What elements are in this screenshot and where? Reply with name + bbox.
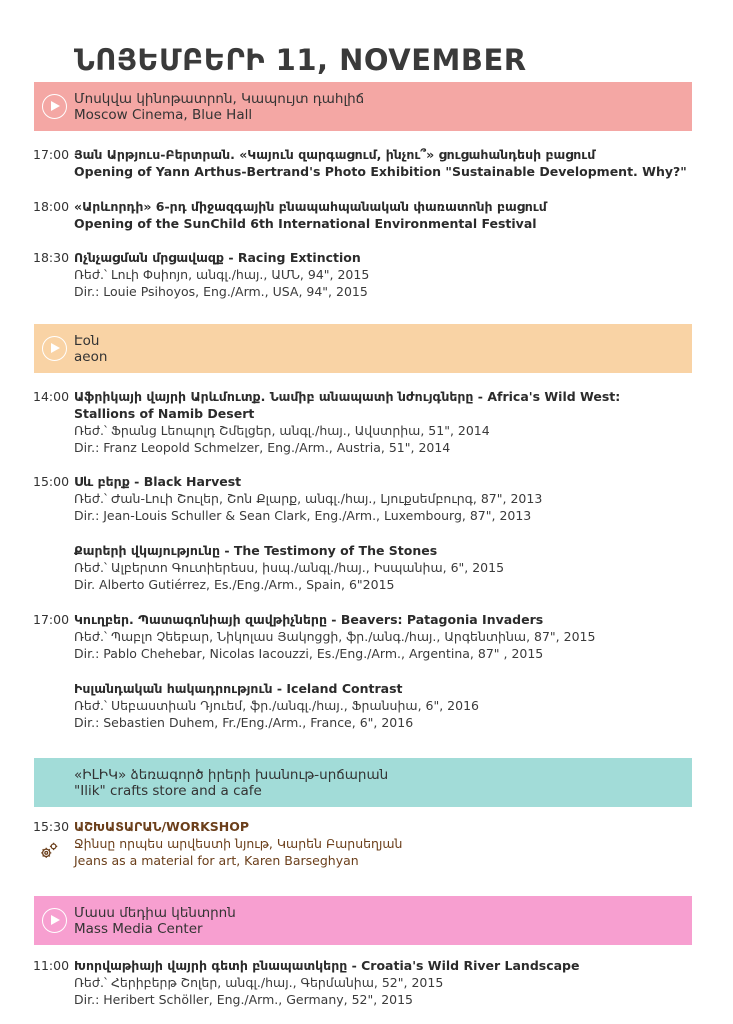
venue-name-armenian: Մասս մեդիա կենտրոն [74, 905, 236, 921]
event-time: 15:30 [33, 819, 70, 834]
event-director-english: Dir.: Sebastien Duhem, Fr./Eng./Arm., France, 6", 2016 [74, 715, 414, 730]
event-title: Սև բերք - Black Harvest [74, 474, 242, 489]
event-director-armenian: Ռեժ.՝ Պաբլո Չեեբար, Նիկոլաս Յակոցցի, ֆր./անգ./հայ., Արգենտինա, 87", 2015 [74, 629, 596, 644]
event-director-armenian: Ռեժ.՝ Սեբաստիան Դյուեմ, ֆր./անգլ./հայ., Ֆրանսիա, 6", 2016 [74, 698, 479, 713]
event-time: 11:00 [33, 958, 70, 973]
workshop-desc-armenian: Ջինսը որպես արվեստի նյութ, Կարեն Բարսեղյան [74, 836, 403, 851]
event-director-english: Dir.: Jean-Louis Schuller & Sean Clark, Eng./Arm., Luxembourg, 87", 2013 [74, 508, 532, 523]
venue-name-armenian: «ԻԼԻԿ» ձեռագործ իրերի խանութ-սրճարան [74, 767, 389, 783]
venue-name-armenian: Մոսկվա կինոթատրոն, Կապույտ դահլիճ [74, 91, 365, 107]
workshop-desc-english: Jeans as a material for art, Karen Barseghyan [74, 853, 359, 868]
event-title: Քարերի վկայությունը - The Testimony of The Stones [74, 543, 438, 558]
event-director-armenian: Ռեժ.՝ Ժան-Լուի Շուլեր, Շոն Քլարք, անգլ./հայ., Լյուքսեմբուրգ, 87", 2013 [74, 491, 543, 506]
play-icon[interactable] [42, 908, 67, 933]
venue-header-mass-media-center [34, 896, 692, 945]
venue-name-english: Moscow Cinema, Blue Hall [74, 107, 253, 123]
venue-name-armenian: Էօն [74, 333, 100, 349]
workshop-title: ԱՇԽԱՏԱՐԱՆ/WORKSHOP [74, 819, 250, 834]
event-time: 18:00 [33, 199, 70, 214]
venue-name-english: "Ilik" crafts store and a cafe [74, 783, 262, 799]
event-title: «Արևորդի» 6-րդ միջազգային բնապահպանական փառատոնի բացում [74, 199, 547, 214]
event-title: Աֆրիկայի վայրի Արևմուտք. Նամիբ անապատի նժույգները - Africa's Wild West: [74, 389, 621, 404]
play-icon[interactable] [42, 336, 67, 361]
event-director-armenian: Ռեժ.՝ Ալբերտո Գուտիերեսս, իսպ./անգլ./հայ., Իսպանիա, 6", 2015 [74, 560, 505, 575]
event-director-english: Dir. Alberto Gutiérrez, Es./Eng./Arm., Spain, 6"2015 [74, 577, 395, 592]
event-director-english: Dir.: Pablo Chehebar, Nicolas Iacouzzi, Es./Eng./Arm., Argentina, 87" , 2015 [74, 646, 544, 661]
event-director-english: Dir.: Franz Leopold Schmelzer, Eng./Arm., Austria, 51", 2014 [74, 440, 451, 455]
venue-name-english: aeon [74, 349, 108, 365]
event-time: 17:00 [33, 612, 70, 627]
page-title: ՆՈՅԵՄԲԵՐԻ 11, NOVEMBER [74, 43, 527, 77]
event-title: Յան Արթյուս-Բերտրան. «Կայուն զարգացում, ինչու՞» ցուցահանդեսի բացում [74, 147, 596, 162]
event-director-armenian: Ռեժ.՝ Լուի Փսիոյո, անգլ./հայ., ԱՄՆ, 94", 2015 [74, 267, 370, 282]
event-time: 14:00 [33, 389, 70, 404]
event-director-english: Dir.: Louie Psihoyos, Eng./Arm., USA, 94", 2015 [74, 284, 368, 299]
venue-header-moscow-cinema [34, 82, 692, 131]
venue-header-ilik-cafe [34, 758, 692, 807]
event-title: Իսլանդական հակադրություն - Iceland Contrast [74, 681, 403, 696]
event-subtitle: Opening of the SunChild 6th International Environmental Festival [74, 216, 537, 231]
event-time: 18:30 [33, 250, 70, 265]
event-director-english: Dir.: Heribert Schöller, Eng./Arm., Germany, 52", 2015 [74, 992, 414, 1007]
event-time: 17:00 [33, 147, 70, 162]
gear-icon [38, 840, 60, 862]
event-title: Խորվաթիայի վայրի գետի բնապատկերը - Croatia's Wild River Landscape [74, 958, 580, 973]
venue-name-english: Mass Media Center [74, 921, 203, 937]
event-time: 15:00 [33, 474, 70, 489]
event-title: Ոչնչացման մրցավազք - Racing Extinction [74, 250, 361, 265]
event-subtitle: Opening of Yann Arthus-Bertrand's Photo Exhibition "Sustainable Development. Why?" [74, 164, 687, 179]
event-director-armenian: Ռեժ.՝ Ֆրանց Լեոպոլդ Շմելցեր, անգլ./հայ., Ավստրիա, 51", 2014 [74, 423, 490, 438]
play-icon[interactable] [42, 94, 67, 119]
venue-header-aeon [34, 324, 692, 373]
event-director-armenian: Ռեժ.՝ Հերիբերթ Շոլեր, անգլ./հայ., Գերմանիա, 52", 2015 [74, 975, 444, 990]
event-title-continued: Stallions of Namib Desert [74, 406, 255, 421]
event-title: Կուղբեր. Պատագոնիայի զավթիչները - Beavers: Patagonia Invaders [74, 612, 544, 627]
